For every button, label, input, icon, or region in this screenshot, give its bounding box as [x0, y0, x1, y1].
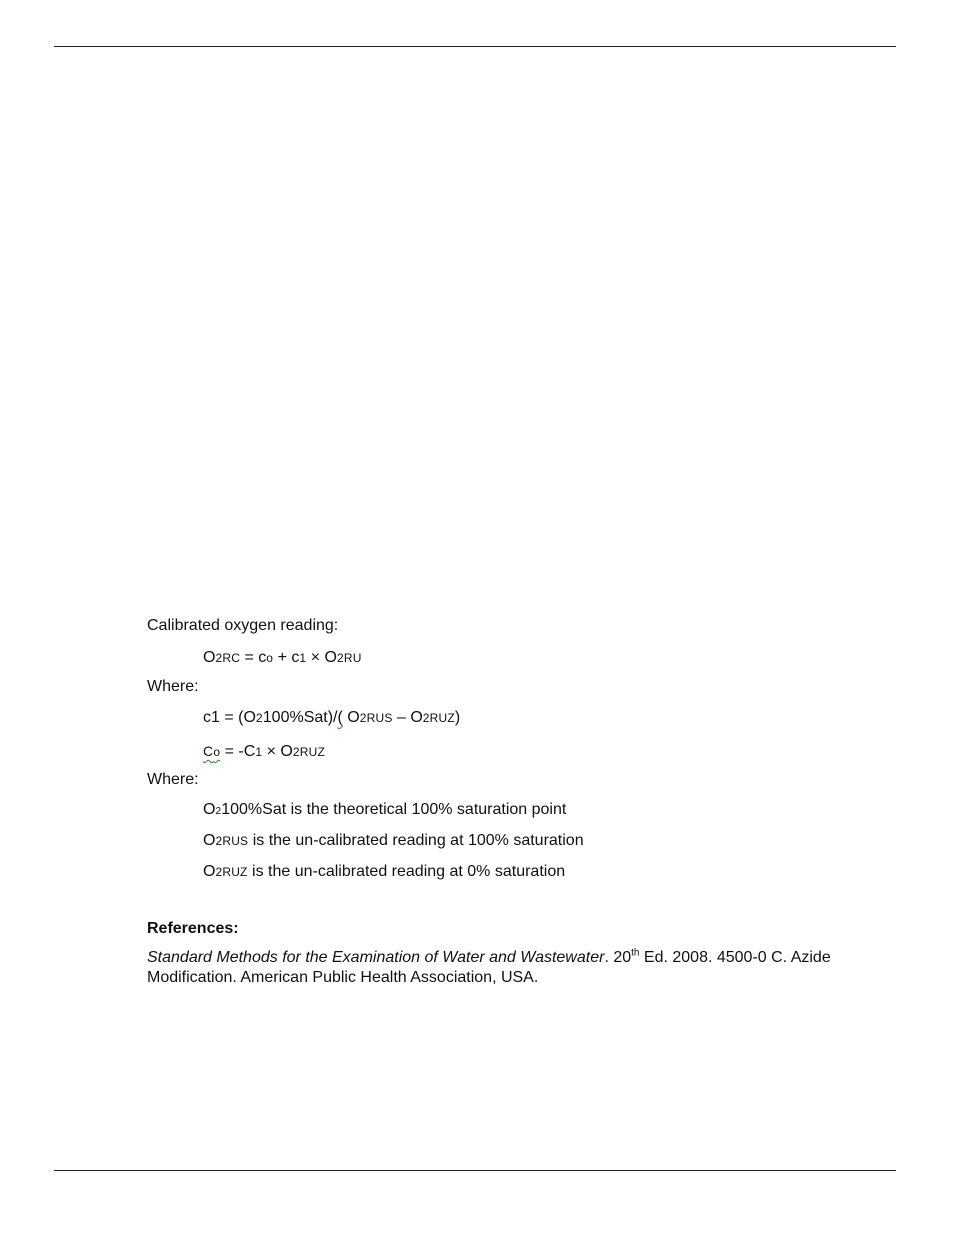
reference-title: Standard Methods for the Examination of Water and Wastewater — [147, 949, 605, 966]
footer-rule — [54, 1170, 896, 1171]
definition-o2rus: O2RUS is the un-calibrated reading at 100% saturation — [203, 832, 584, 849]
header-rule — [54, 46, 896, 47]
equation-c0: Co = -C1 × O2RUZ — [203, 743, 326, 760]
reference-entry: Standard Methods for the Examination of Water and Wastewater. 20th Ed. 2008. 4500-0 C. Azide Modification. American Public Health Association, USA. — [147, 947, 831, 986]
where-label-1: Where: — [147, 678, 199, 695]
intro-label: Calibrated oxygen reading: — [147, 617, 339, 634]
equation-calibrated-reading: O2RC = co + c1 × O2RU — [203, 649, 362, 666]
where-label-2: Where: — [147, 771, 199, 788]
definition-o2ruz: O2RUZ is the un-calibrated reading at 0% saturation — [203, 863, 566, 880]
definition-o2-100-sat: O2100%Sat is the theoretical 100% saturation point — [203, 801, 567, 818]
references-heading: References: — [147, 920, 239, 937]
equation-c1: c1 = (O2100%Sat)/( O2RUS – O2RUZ) — [203, 709, 461, 726]
